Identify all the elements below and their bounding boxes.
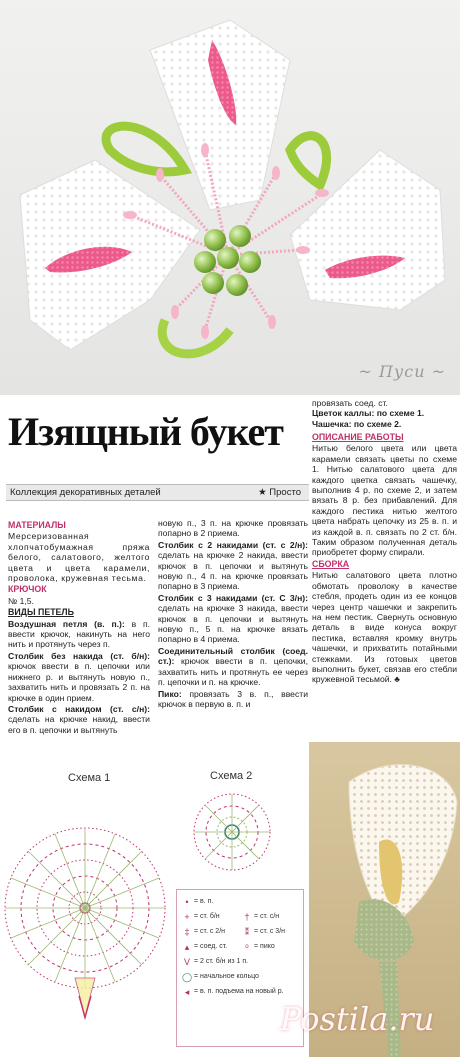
legend-row-7: ◂ = в. п. подъема на новый р. xyxy=(180,984,300,999)
stitches-heading: ВИДЫ ПЕТЕЛЬ xyxy=(8,607,74,618)
turning-chain-symbol-icon: ◂ xyxy=(184,986,190,997)
top-line-1: провязать соед. ст. xyxy=(312,398,388,408)
legend-row-6: ◯ = начальное кольцо xyxy=(181,971,259,982)
stitch-chain: Воздушная петля (в. п.): в п. ввести крючок, накинуть на него нить и протянуть через п. xyxy=(8,618,151,650)
picot-symbol-icon: ᵒ xyxy=(245,941,249,952)
stitch-picot: Пико: провязать 3 в. п., ввести крючок в первую в. п. и xyxy=(158,688,308,709)
collection-bar xyxy=(6,484,309,501)
collection-label: Коллекция декоративных деталей xyxy=(10,487,161,498)
legend-row-4: ▴ = соед. ст. ᵒ = пико xyxy=(180,939,300,954)
materials-text: Мерсеризованная хлопчатобумажная пряжа белого, салатового, желтого цвета и цвета карамели, проволока, кружевная тесьма. xyxy=(8,531,150,584)
crochet-flower-illustration xyxy=(0,0,460,395)
stitch-sc: Столбик без накида (ст. б/н): крючок ввести в п. цепочки или нижнего р. и вытянуть новую п., захватить нить и провязать 2 п. на крючке в один прием. xyxy=(8,650,150,703)
difficulty-level: ★ Просто xyxy=(258,487,301,498)
legend-row-1: • = в. п. xyxy=(180,894,300,909)
article-title: Изящный букет xyxy=(8,409,283,454)
flower-photo xyxy=(0,0,460,395)
hook-heading: КРЮЧОК xyxy=(8,584,47,595)
top-line-3: Чашечка: по схеме 2. xyxy=(312,418,402,429)
dtr-symbol-icon: ⁑ xyxy=(244,926,250,937)
slip-symbol-icon: ▴ xyxy=(184,941,190,952)
ring-symbol-icon: ◯ xyxy=(181,971,193,982)
scheme-1-title: Схема 1 xyxy=(68,772,111,784)
assembly-heading: СБОРКА xyxy=(312,558,350,569)
work-heading: ОПИСАНИЕ РАБОТЫ xyxy=(312,432,404,442)
stitch-tr: Столбик с 2 накидами (ст. с 2/н): сделать на крючке 2 накида, ввести крючок в п. цепочки и вытянуть новую п., 4 п. на крючке провязать попарно в 3 приема. xyxy=(158,539,308,592)
scheme-2-title: Схема 2 xyxy=(210,770,253,782)
top-line-2: Цветок каллы: по схеме 1. xyxy=(312,408,425,419)
materials-heading: МАТЕРИАЛЫ xyxy=(8,520,66,530)
column-1 xyxy=(8,520,150,736)
work-text: Нитью белого цвета или цвета карамели связать цветы по схеме 1. Нитью салатового цвета для каждого цветка связать чашечку, выполнив 4 р. по схеме 2, и затем вязать 8 р. без прибавлений. Для каждого пестика нитью желтого цвета набрать цепочку из 25 в. п. и из каждой в. п. связать по 2 ст. б/н. Таким образом полученная деталь приобретет форму спирали. xyxy=(312,443,457,558)
legend-row-2: + = ст. б/н † = ст. с/н xyxy=(180,909,300,924)
scheme-1-diagram xyxy=(5,828,165,1018)
scheme-2-diagram xyxy=(194,794,270,870)
photo-watermark: ~ Пуси ~ xyxy=(358,362,446,381)
increase-symbol-icon: V xyxy=(183,956,190,967)
legend-row-3: ‡ = ст. с 2/н ⁑ = ст. с 3/н xyxy=(180,924,300,939)
stitch-dc-cont: новую п., 3 п. на крючке провязать попарно в 2 приема. xyxy=(158,518,308,539)
stitch-dc: Столбик с накидом (ст. с/н): сделать на крючке накид, ввести его в п. цепочки и вытянуть xyxy=(8,703,150,735)
stitch-slip: Соединительный столбик (соед. ст.): крючок ввести в п. цепочки, захватить нить и протянуть ее через п. цепочки и п. на крючке. xyxy=(158,645,308,688)
hook-text: № 1,5. xyxy=(8,595,34,606)
assembly-text: Нитью салатового цвета плотно обмотать проволоку в качестве стебля, продеть один из ее концов через центр чашечки и закрепить на нем пестик. Свернуть основную деталь в виде конуса вокруг пестика, вставляя кромку внутрь чашечки, и прихватить потайными стежками. Из готовых цветов выполнить букет, связав его стебли кружевной тесьмой. ♣ xyxy=(312,570,457,685)
sc-symbol-icon: + xyxy=(184,911,190,922)
postila-watermark: Postila.ru xyxy=(280,1000,435,1038)
column-3 xyxy=(312,432,457,686)
chain-symbol-icon: • xyxy=(185,896,189,907)
tr-symbol-icon: ‡ xyxy=(184,926,190,937)
dc-symbol-icon: † xyxy=(244,911,250,922)
column-2 xyxy=(158,518,308,710)
top-right-lines xyxy=(312,398,457,429)
legend-row-5: V = 2 ст. б/н из 1 п. xyxy=(180,954,300,969)
stitch-dtr: Столбик с 3 накидами (ст. С 3/н): сделать на крючке 3 накида, ввести крючок в п. цепочки и вытянуть новую п., 5 п. на крючке вязать попарно в 4 приема. xyxy=(158,592,308,645)
